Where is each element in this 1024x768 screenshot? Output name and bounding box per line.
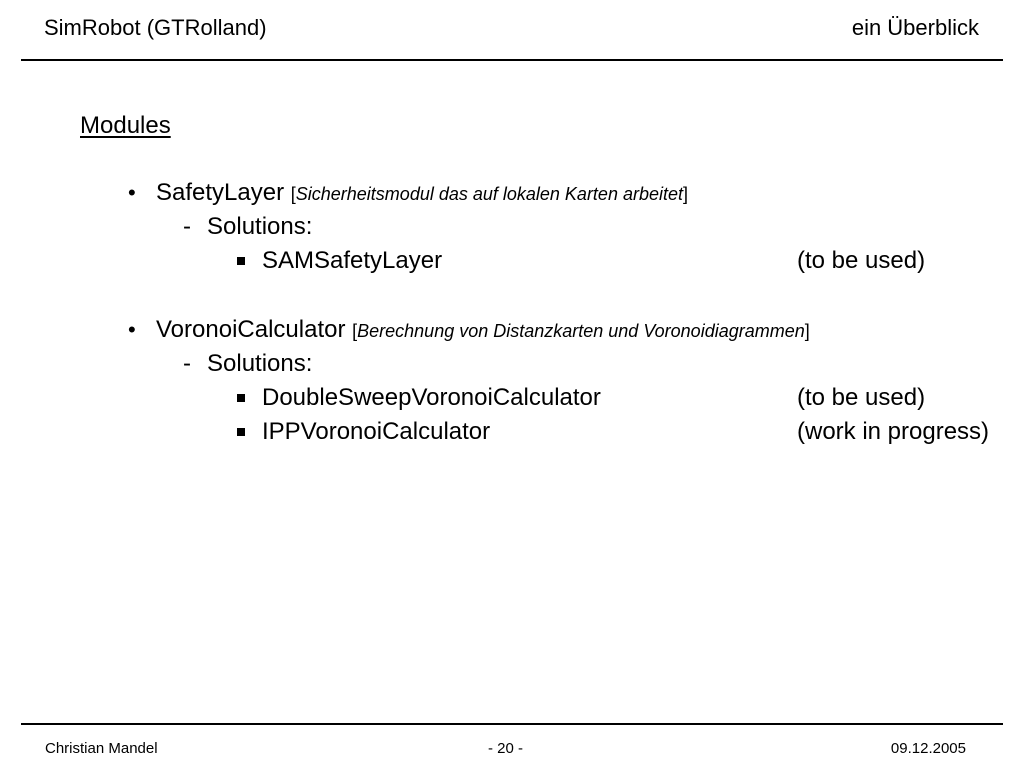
solutions-label: Solutions: bbox=[207, 213, 313, 240]
module-heading bbox=[156, 177, 688, 210]
footer-divider bbox=[21, 723, 1003, 725]
bullet-point: • bbox=[128, 317, 136, 342]
header-subtitle: ein Überblick bbox=[851, 15, 979, 40]
square-bullet-icon bbox=[237, 257, 245, 265]
footer-page-number: - 20 - bbox=[488, 740, 524, 757]
desc-open-bracket: [ bbox=[290, 184, 296, 204]
solution-name: SAMSafetyLayer bbox=[262, 247, 443, 274]
module-description bbox=[352, 321, 810, 341]
desc-close-bracket: ] bbox=[804, 321, 810, 341]
module-name: VoronoiCalculator bbox=[156, 316, 346, 343]
desc-close-bracket: ] bbox=[683, 184, 689, 204]
dash-marker: - bbox=[183, 213, 191, 240]
module-description-text: Berechnung von Distanzkarten und Voronoidiagrammen bbox=[357, 321, 805, 341]
header-divider bbox=[21, 59, 1003, 61]
footer-date: 09.12.2005 bbox=[890, 740, 966, 757]
module-description-text: Sicherheitsmodul das auf lokalen Karten arbeitet bbox=[295, 184, 683, 204]
solution-status: (work in progress) bbox=[797, 418, 990, 445]
dash-marker: - bbox=[183, 350, 191, 377]
module-heading bbox=[156, 314, 810, 347]
solution-name: DoubleSweepVoronoiCalculator bbox=[262, 384, 601, 411]
solutions-label: Solutions: bbox=[207, 350, 313, 377]
section-title: Modules bbox=[80, 112, 171, 139]
module-name: SafetyLayer bbox=[156, 179, 285, 206]
solution-name: IPPVoronoiCalculator bbox=[262, 418, 491, 445]
square-bullet-icon bbox=[237, 428, 245, 436]
header-title: SimRobot (GTRolland) bbox=[44, 15, 267, 40]
bullet-point: • bbox=[128, 180, 136, 205]
square-bullet-icon bbox=[237, 394, 245, 402]
solution-status: (to be used) bbox=[797, 384, 926, 411]
footer-author: Christian Mandel bbox=[45, 740, 158, 757]
module-description bbox=[291, 184, 688, 204]
desc-open-bracket: [ bbox=[352, 321, 358, 341]
solution-status: (to be used) bbox=[797, 247, 926, 274]
